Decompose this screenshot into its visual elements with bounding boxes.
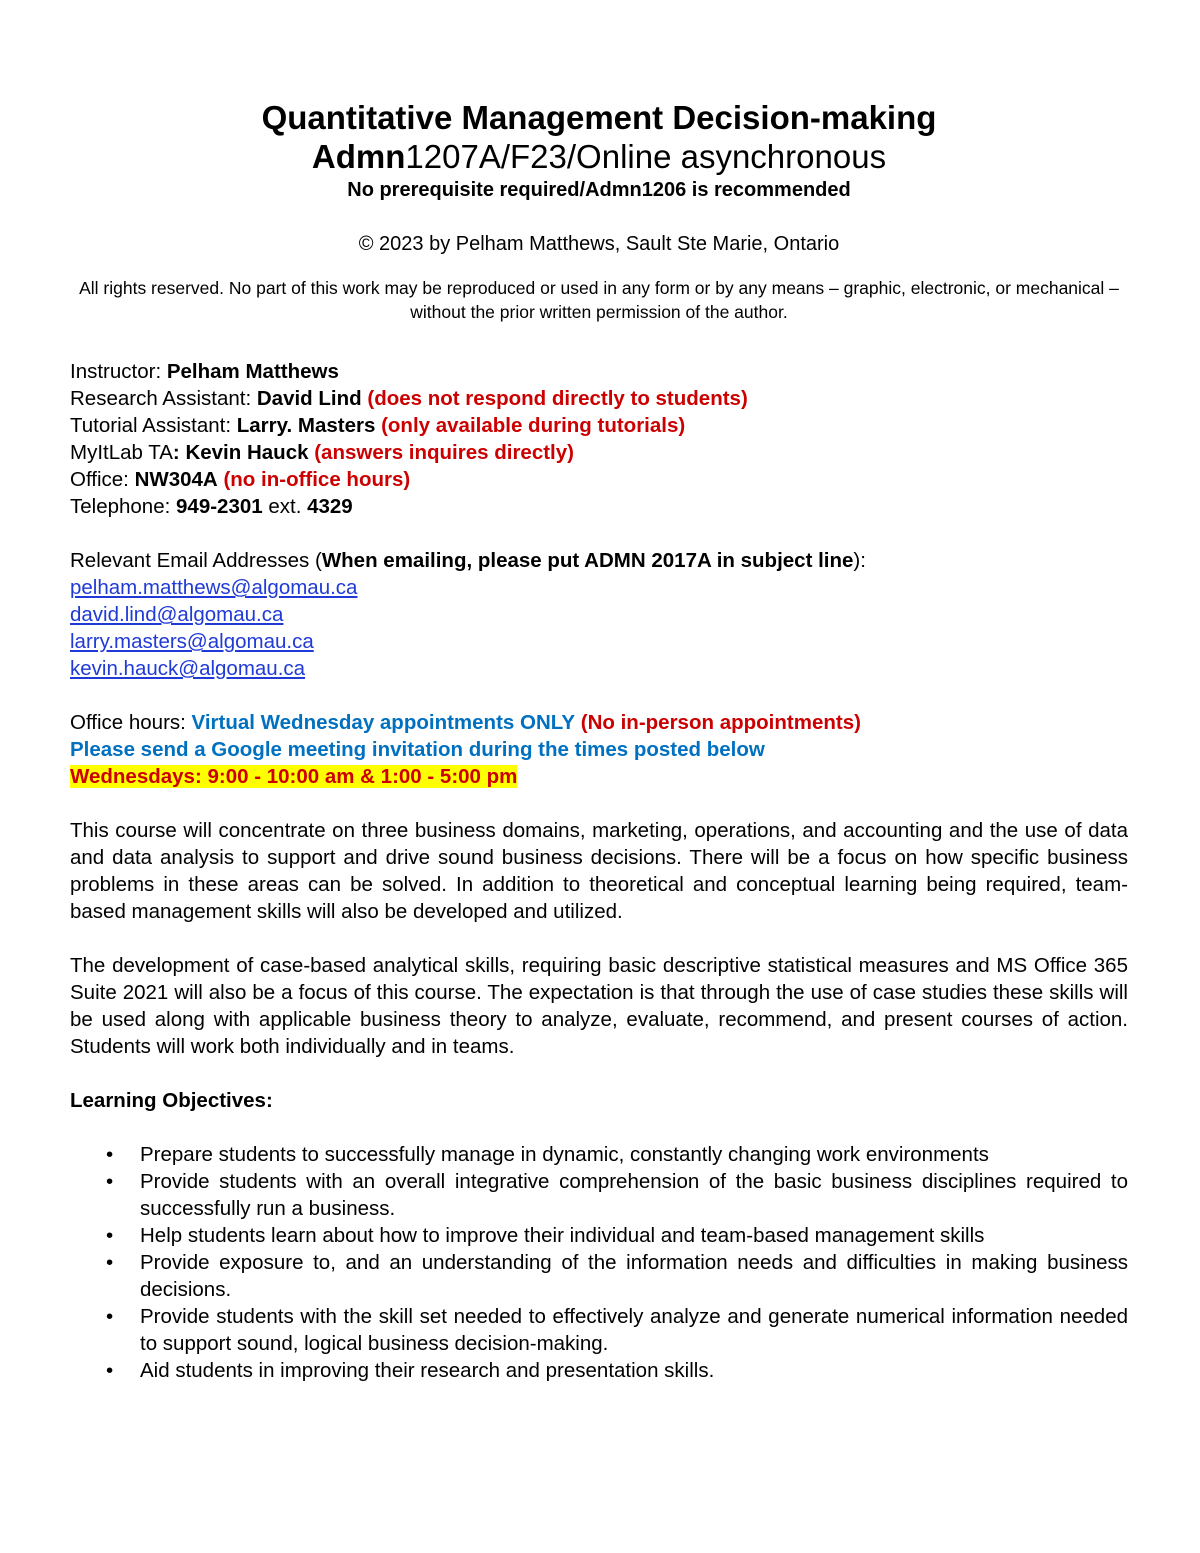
email-address[interactable]: david.lind@algomau.ca [70, 603, 284, 626]
spacer [70, 520, 1128, 547]
bullet-icon: • [106, 1170, 114, 1193]
email-intro-suffix: ): [853, 549, 866, 572]
course-description-paragraph: This course will concentrate on three business domains, marketing, operations, and accounting and the use of data and data analysis to support and drive sound business decisions. There will be a focus on how specific business problems in these areas can be solved. In addition to theoretical and conceptual learning being required, team-based management skills will also be developed and utilized. [70, 819, 1128, 923]
office-room: NW304A [134, 468, 218, 491]
tutorial-assistant-line [70, 412, 1128, 439]
office-hours-line [70, 709, 1128, 736]
research-assistant-line [70, 385, 1128, 412]
bullet-icon: • [106, 1251, 114, 1274]
office-hours-times-line [70, 763, 1128, 790]
telephone-ext: 4329 [307, 495, 353, 518]
tutorial-assistant-name: Larry. Masters [236, 414, 376, 437]
tutorial-assistant-note: (only available during tutorials) [381, 414, 686, 437]
spacer [70, 682, 1128, 709]
list-item [70, 1249, 1128, 1303]
course-description-paragraph: The development of case-based analytical skills, requiring basic descriptive statistical measures and MS Office 365 Suite 2021 will also be a focus of this course. The expectation is that through the use of case studies these skills will be used along with applicable business theory to analyze, evaluate, recommend, and present courses of action. Students will work both individually and in teams. [70, 954, 1128, 1058]
office-hours-no-in-person: (No in-person appointments) [580, 711, 861, 734]
list-item [70, 1357, 1128, 1384]
research-assistant-note: (does not respond directly to students) [367, 387, 748, 410]
office-hours-times: Wednesdays: 9:00 - 10:00 am & 1:00 - 5:00 pm [70, 765, 518, 788]
telephone-line [70, 493, 1128, 520]
email-address[interactable]: larry.masters@algomau.ca [70, 630, 314, 653]
objective-text: Provide exposure to, and an understanding of the information needs and difficulties in making business decisions. [140, 1251, 1128, 1301]
instructor-label: Instructor: [70, 360, 167, 383]
bullet-icon: • [106, 1224, 114, 1247]
course-code-prefix: Admn [311, 138, 406, 175]
research-assistant-name: David Lind [256, 387, 362, 410]
objective-text: Provide students with the skill set needed to effectively analyze and generate numerical information needed to support sound, logical business decision-making. [140, 1305, 1128, 1355]
email-intro-instruction: When emailing, please put ADMN 2017A in subject line [321, 549, 854, 572]
office-hours-label: Office hours: [70, 711, 192, 734]
course-code [70, 138, 1128, 176]
list-item [70, 1141, 1128, 1168]
office-hours-virtual: Virtual Wednesday appointments ONLY [191, 711, 576, 734]
email-intro-prefix: Relevant Email Addresses ( [70, 549, 322, 572]
research-assistant-label: Research Assistant: [70, 387, 257, 410]
myitlab-ta-label: MyItLab TA [70, 441, 173, 464]
office-line [70, 466, 1128, 493]
objective-text: Provide students with an overall integrative comprehension of the basic business disciplines required to successfully run a business. [140, 1170, 1128, 1220]
email-link-kevin[interactable] [70, 655, 1128, 682]
email-link-david[interactable] [70, 601, 1128, 628]
office-hours-instruction: Please send a Google meeting invitation during the times posted below [70, 738, 765, 761]
contact-block [70, 358, 1128, 790]
email-intro-line [70, 547, 1128, 574]
email-link-larry[interactable] [70, 628, 1128, 655]
email-address[interactable]: kevin.hauck@algomau.ca [70, 657, 306, 680]
myitlab-ta-name: Kevin Hauck [185, 441, 309, 464]
list-item [70, 1303, 1128, 1357]
myitlab-ta-line [70, 439, 1128, 466]
email-address[interactable]: pelham.matthews@algomau.ca [70, 576, 358, 599]
bullet-icon: • [106, 1143, 114, 1166]
learning-objectives-list [70, 1141, 1128, 1384]
telephone-label: Telephone: [70, 495, 177, 518]
myitlab-ta-note: (answers inquires directly) [314, 441, 574, 464]
list-item [70, 1222, 1128, 1249]
document-page [70, 0, 1128, 1384]
objective-text: Aid students in improving their research and presentation skills. [140, 1359, 715, 1382]
telephone-number: 949-2301 [176, 495, 263, 518]
bullet-icon: • [106, 1359, 114, 1382]
telephone-ext-label: ext. [262, 495, 308, 518]
list-item [70, 1168, 1128, 1222]
office-note: (no in-office hours) [223, 468, 411, 491]
learning-objectives-heading: Learning Objectives: [70, 1089, 273, 1112]
objective-text: Help students learn about how to improve their individual and team-based management skills [140, 1224, 985, 1247]
prerequisite-note: No prerequisite required/Admn1206 is recommended [347, 179, 851, 201]
copyright-line: © 2023 by Pelham Matthews, Sault Ste Marie, Ontario [358, 233, 840, 255]
office-label: Office: [70, 468, 135, 491]
email-link-pelham[interactable] [70, 574, 1128, 601]
instructor-name: Pelham Matthews [166, 360, 339, 383]
course-title: Quantitative Management Decision-making [261, 99, 937, 136]
tutorial-assistant-label: Tutorial Assistant: [70, 414, 237, 437]
bullet-icon: • [106, 1305, 114, 1328]
myitlab-ta-colon: : [172, 441, 186, 464]
course-code-rest: 1207A/F23/Online asynchronous [405, 138, 887, 175]
objective-text: Prepare students to successfully manage in dynamic, constantly changing work environments [140, 1143, 989, 1166]
rights-notice: All rights reserved. No part of this work may be reproduced or used in any form or by any means – graphic, electronic, or mechanical – without the prior written permission of the author. [79, 278, 1119, 322]
instructor-line [70, 358, 1128, 385]
